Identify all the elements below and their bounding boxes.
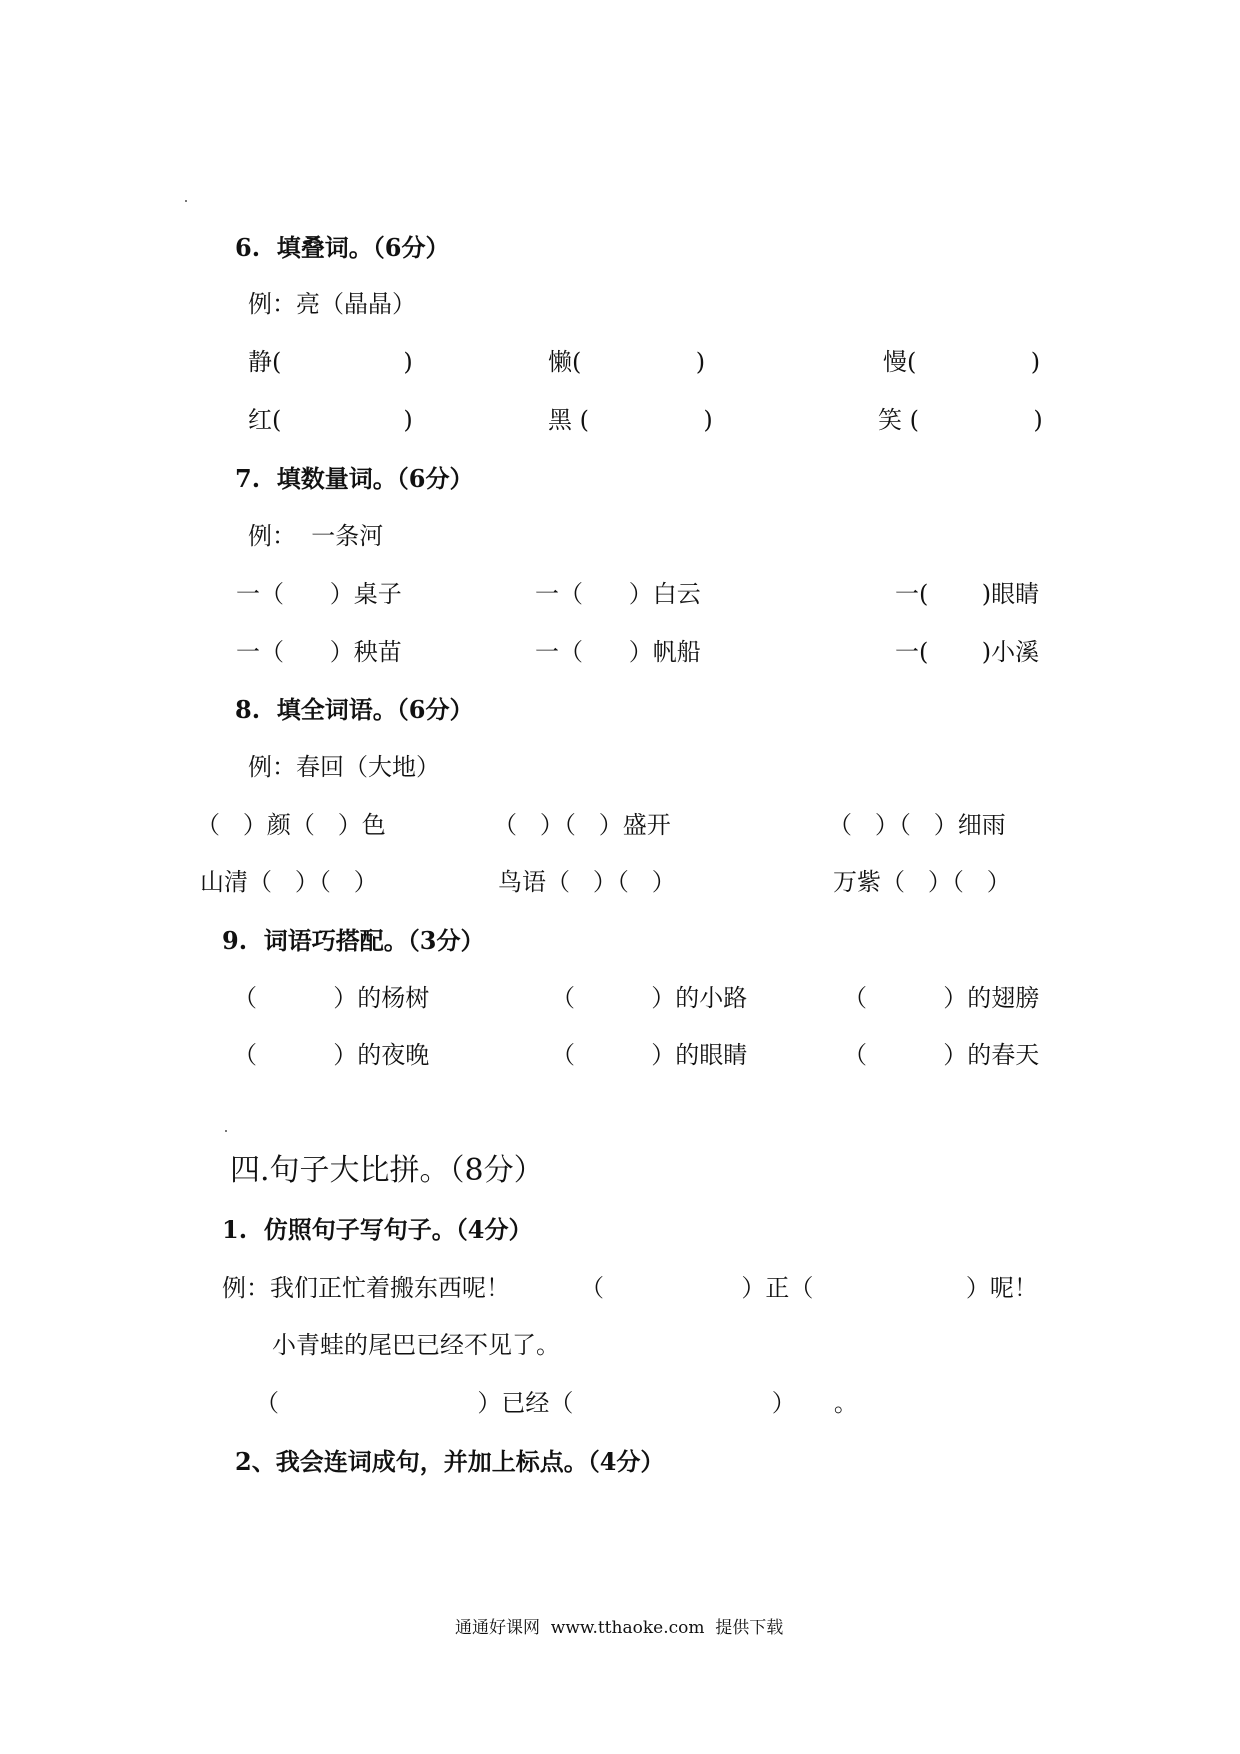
- q9-item: （ ）的春天: [843, 1041, 1040, 1069]
- q7-example: 例： 一条河: [248, 522, 384, 550]
- q9-item: （ ）的小路: [551, 984, 748, 1012]
- q8-item: 万紫（ ）（ ）: [833, 868, 1011, 896]
- q6-item: 红( ): [248, 406, 413, 434]
- section4-title: 四.句子大比拼。（8分）: [230, 1153, 544, 1188]
- s1-title: 1. 仿照句子写句子。（4分）: [222, 1215, 533, 1244]
- s1-sentence: 小青蛙的尾巴已经不见了。: [272, 1331, 560, 1359]
- q6-item: 慢( ): [883, 348, 1041, 376]
- q9-item: （ ）的杨树: [233, 984, 430, 1012]
- q6-item: 懒( ): [548, 348, 706, 376]
- scan-speck: [225, 1130, 227, 1132]
- q6-item: 黑 ( ): [548, 406, 713, 434]
- s2-title: 2、我会连词成句，并加上标点。（4分）: [235, 1447, 665, 1476]
- q8-title: 8. 填全词语。（6分）: [235, 695, 474, 724]
- page-footer: 通通好课网 www.tthaoke.com 提供下载: [455, 1618, 784, 1638]
- s1-example: 例：我们正忙着搬东西呢！: [222, 1274, 510, 1302]
- scan-speck: [185, 200, 187, 202]
- q9-title: 9. 词语巧搭配。（3分）: [222, 926, 485, 955]
- q7-title: 7. 填数量词。（6分）: [235, 464, 474, 493]
- q9-item: （ ）的翅膀: [843, 984, 1040, 1012]
- q8-item: 鸟语（ ）（ ）: [498, 868, 676, 896]
- s1-blank-line: （ ）正（ ）呢！: [580, 1274, 1038, 1302]
- q6-example: 例：亮（晶晶）: [248, 290, 416, 318]
- q7-item: 一( )小溪: [895, 638, 1040, 666]
- q8-item: （ ）（ ）盛开: [493, 811, 671, 839]
- q6-item: 笑 ( ): [878, 406, 1043, 434]
- q8-item: （ ）颜（ ）色: [196, 811, 386, 839]
- q7-item: 一（ ）帆船: [535, 638, 701, 666]
- q7-item: 一（ ）桌子: [236, 580, 402, 608]
- q8-item: （ ）（ ）细雨: [828, 811, 1006, 839]
- q9-item: （ ）的夜晚: [233, 1041, 430, 1069]
- q7-item: 一( )眼睛: [895, 580, 1040, 608]
- q6-title: 6. 填叠词。（6分）: [235, 233, 450, 262]
- q9-item: （ ）的眼睛: [551, 1041, 748, 1069]
- q7-item: 一（ ）秧苗: [236, 638, 402, 666]
- s1-blank-line: （ ）已经（ ） 。: [255, 1389, 858, 1417]
- q8-example: 例：春回（大地）: [248, 753, 440, 781]
- q7-item: 一（ ）白云: [535, 580, 701, 608]
- q6-item: 静( ): [248, 348, 413, 376]
- q8-item: 山清（ ）（ ）: [200, 868, 378, 896]
